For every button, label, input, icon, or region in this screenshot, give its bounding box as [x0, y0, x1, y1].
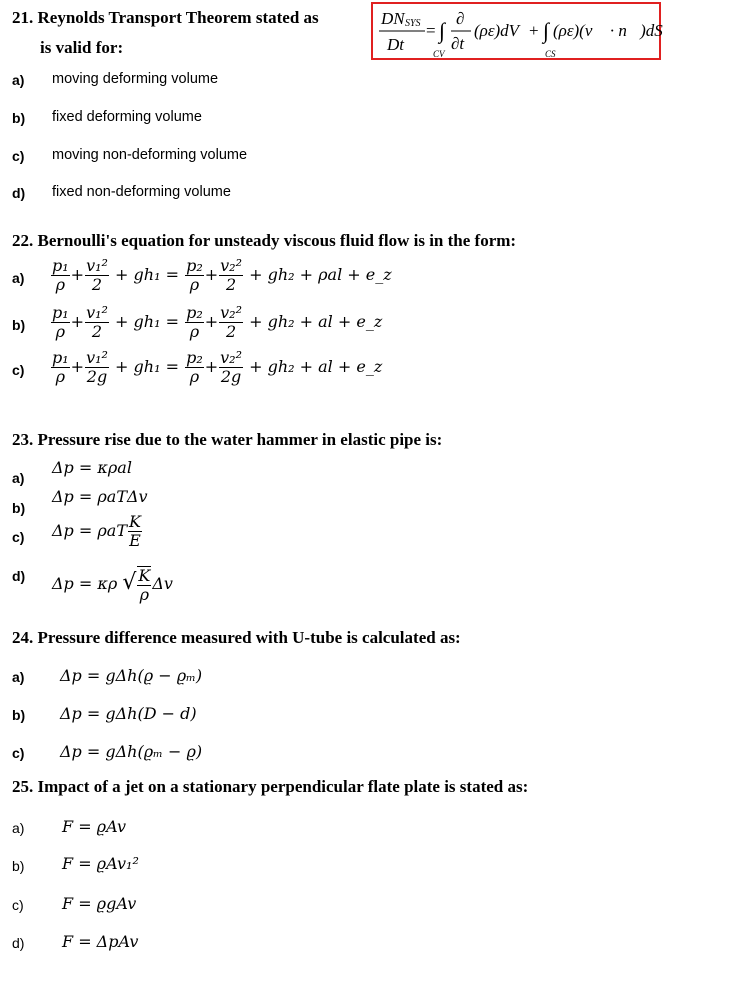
q25-option-d-label: d) — [12, 935, 25, 951]
q25-option-d: F = ΔpAv — [62, 932, 139, 951]
formula-term2: (ρε)(v⃗ · n⃗)dS — [553, 21, 663, 40]
question-21-title: 21. Reynolds Transport Theorem stated as — [12, 8, 319, 27]
sqrt-icon: √ — [122, 570, 137, 595]
formula-lhs-sub: SYS — [405, 18, 421, 29]
q24-option-a-label: a) — [12, 669, 25, 685]
q21-option-a-label: a) — [12, 72, 25, 88]
question-22-title: 22. Bernoulli's equation for unsteady viscous fluid flow is in the form: — [12, 231, 517, 250]
q22-option-c: $\frac{\text{p₁}}{\rho}$ + $\frac{\text{v₁²}}{2g}$ + gh₁ = $\frac{\text{p₂}}{\rho}$ + $\frac{\text{v₂²}}{2g}$ + gh₂ + al + e_z — [52, 348, 383, 386]
q22-option-a-label: a) — [12, 270, 25, 286]
q23-option-d: Δp = κρ √ $\frac{K}{\rho}$ Δv — [52, 566, 173, 604]
formula-partial-den: ∂t — [451, 34, 465, 53]
formula-int2-sub: CS — [545, 49, 556, 59]
formula-int1-sub: CV — [433, 49, 445, 59]
reynolds-formula — [373, 4, 663, 62]
q23-option-d-label: d) — [12, 568, 26, 584]
formula-plus: + — [529, 21, 539, 40]
q25-option-b-label: b) — [12, 858, 25, 874]
q23-option-b: Δp = ρaTΔv — [52, 487, 148, 506]
formula-partial-num: ∂ — [456, 9, 465, 28]
q21-option-d: fixed non-deforming volume — [52, 184, 231, 200]
q23-option-c: Δp = ρaT $\frac{K}{E}$ — [52, 512, 141, 550]
q25-option-c: F = ϱgAv — [62, 894, 137, 913]
q21-option-d-label: d) — [12, 185, 26, 201]
formula-eq: = — [426, 21, 436, 40]
formula-lhs-den: Dt — [387, 35, 404, 54]
formula-int1: ∫ — [439, 18, 446, 43]
question-21-title-cont: is valid for: — [40, 38, 124, 57]
q25-option-a: F = ϱAv — [62, 817, 127, 836]
q24-option-c-label: c) — [12, 745, 25, 761]
question-23-title: 23. Pressure rise due to the water hammer in elastic pipe is: — [12, 430, 443, 449]
formula-int2: ∫ — [543, 18, 550, 43]
q24-option-b-label: b) — [12, 707, 26, 723]
formula-term1: (ρε)dV — [474, 21, 520, 40]
q22-option-a: $\frac{\text{p₁}}{\rho}$ + $\frac{\text{v₁²}}{2}$ + gh₁ = $\frac{\text{p₂}}{\rho}$ + $\frac{\text{v₂²}}{2}$ + gh₂ + ρal + e_z — [52, 256, 392, 294]
q23-option-a-label: a) — [12, 470, 25, 486]
q21-option-c: moving non-deforming volume — [52, 147, 248, 163]
q25-option-c-label: c) — [12, 897, 24, 913]
q21-option-b-label: b) — [12, 110, 26, 126]
q22-option-b-label: b) — [12, 317, 26, 333]
reynolds-formula-box — [371, 2, 661, 60]
q24-option-b: Δp = gΔh(D − d) — [60, 704, 197, 723]
q21-option-a: moving deforming volume — [52, 71, 219, 87]
q25-option-a-label: a) — [12, 820, 25, 836]
q22-option-c-label: c) — [12, 362, 25, 378]
question-25-title: 25. Impact of a jet on a stationary perpendicular flate plate is stated as: — [12, 777, 529, 796]
q24-option-c: Δp = gΔh(ϱₘ − ϱ) — [60, 742, 203, 761]
q23-option-c-label: c) — [12, 529, 25, 545]
q22-option-b: $\frac{\text{p₁}}{\rho}$ + $\frac{\text{v₁²}}{2}$ + gh₁ = $\frac{\text{p₂}}{\rho}$ + $\frac{\text{v₂²}}{2}$ + gh₂ + al + e_z — [52, 303, 383, 341]
formula-lhs-num: DN — [381, 9, 405, 28]
question-24-title: 24. Pressure difference measured with U-tube is calculated as: — [12, 628, 461, 647]
q21-option-b: fixed deforming volume — [52, 109, 202, 125]
q23-option-b-label: b) — [12, 500, 26, 516]
q25-option-b: F = ϱAv₁² — [62, 854, 139, 873]
q21-option-c-label: c) — [12, 148, 25, 164]
q23-option-a: Δp = κρal — [52, 458, 132, 477]
q24-option-a: Δp = gΔh(ϱ − ϱₘ) — [60, 666, 203, 685]
